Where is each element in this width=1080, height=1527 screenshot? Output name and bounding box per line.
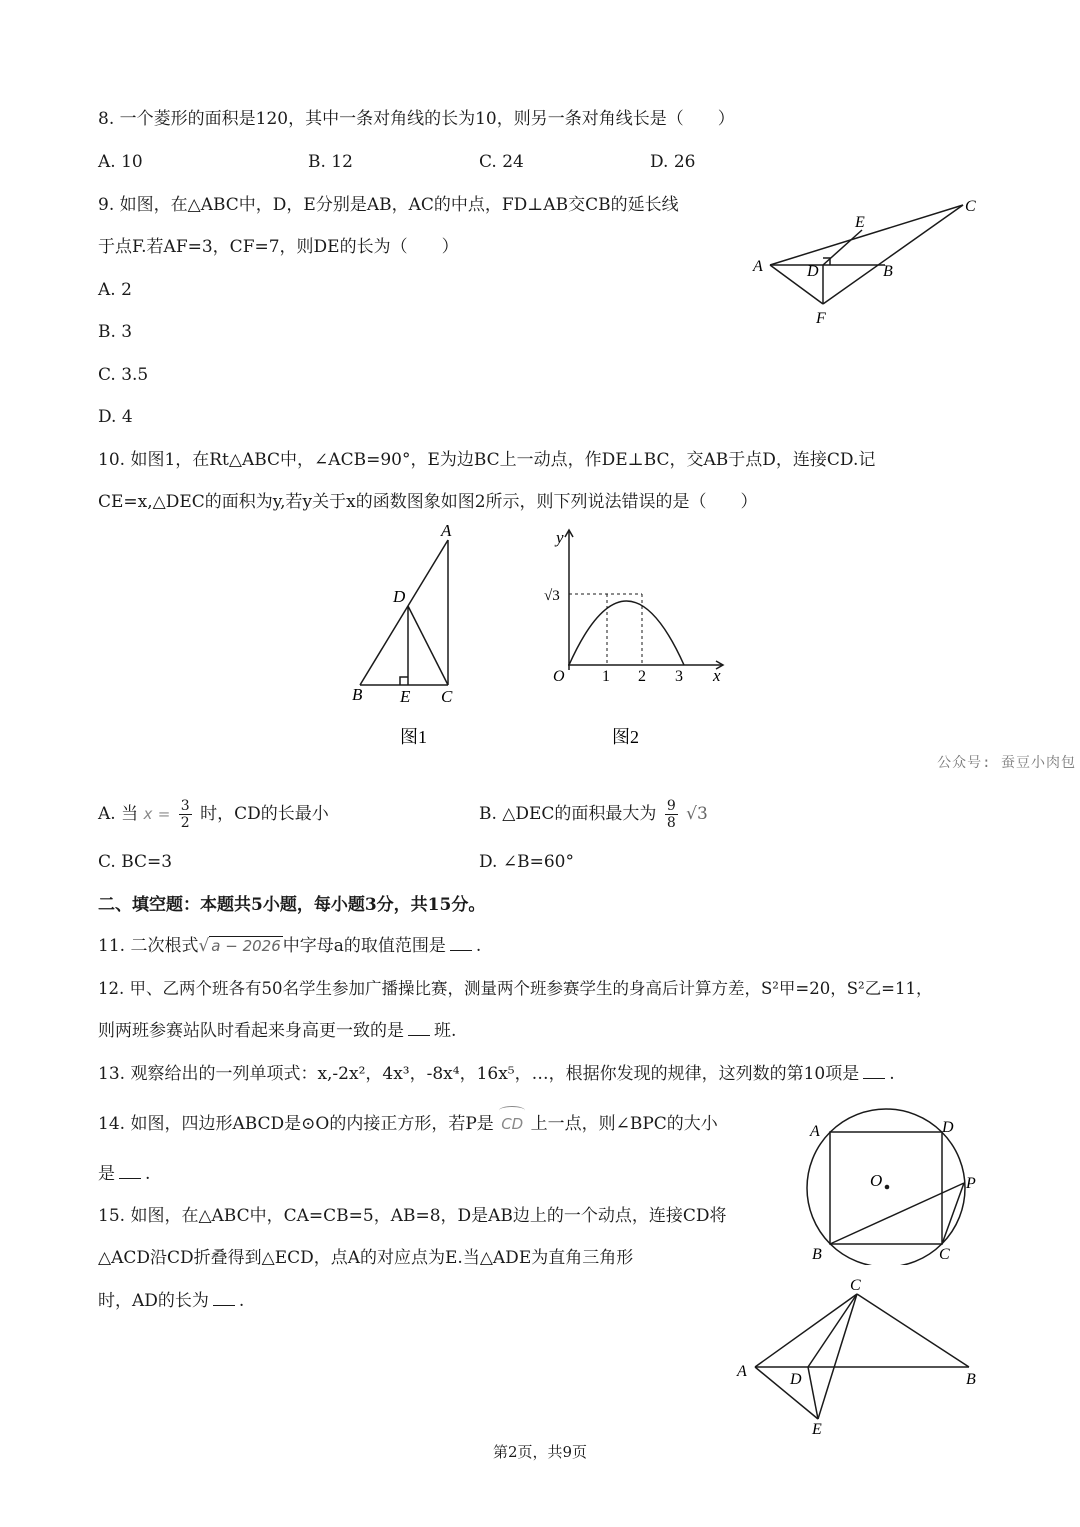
q10-option-b-root: √3 (686, 804, 708, 824)
q10-option-a-eq: = (157, 805, 171, 823)
q10-stem-line1: 10. 如图1，在Rt△ABC中，∠ACB=90°，E为边BC上一动点，作DE⊥BC，交AB于点D，连接CD.记 (98, 450, 876, 470)
q10-figure1 (345, 515, 475, 755)
q15-line3-prefix: 时，AD的长为 (98, 1291, 209, 1311)
q10-fig2-label-sqrt3: √3 (544, 588, 560, 604)
q10-option-a-den: 2 (180, 815, 190, 831)
q14-figure (800, 1105, 990, 1265)
q8-option-d: D. 26 (650, 152, 696, 172)
q10-option-a-suffix: 时，CD的长最小 (200, 804, 329, 824)
q12-answer-blank[interactable] (408, 1019, 430, 1036)
q10-fig1-label-a: A (441, 521, 452, 540)
q15-label-d: D (790, 1371, 802, 1388)
q14-line1-prefix: 14. 如图，四边形ABCD是⊙O的内接正方形，若P是 (98, 1114, 494, 1134)
q12-line2-suffix: 班. (434, 1021, 457, 1041)
q14-answer-blank[interactable] (119, 1162, 141, 1179)
q14-center-dot (885, 1185, 890, 1190)
q10-option-b (479, 798, 708, 831)
q10-option-a (98, 798, 329, 831)
q10-option-a-var: x (143, 805, 153, 823)
q10-option-b-num: 9 (666, 798, 676, 814)
q13-end: . (889, 1064, 895, 1084)
q15-label-e: E (812, 1421, 822, 1438)
q10-fig1-label-e: E (400, 687, 411, 706)
q9-figure (745, 190, 990, 330)
q10-fig2-label-y: y (556, 528, 564, 547)
q10-option-c: C. BC=3 (98, 852, 173, 872)
q10-fig1-caption: 图1 (400, 727, 427, 747)
q9-label-e: E (855, 214, 865, 231)
q14-line2 (98, 1162, 150, 1186)
q9-label-b: B (883, 263, 893, 280)
page-footer: 第2页，共9页 (492, 1443, 588, 1461)
q14-arc-label: CD (501, 1115, 524, 1133)
q10-fig2-tick-2: 2 (638, 668, 646, 685)
q8-stem: 8. 一个菱形的面积是120，其中一条对角线的长为10，则另一条对角线长是（ ） (98, 109, 735, 129)
q15-label-c: C (850, 1277, 861, 1294)
q10-fig2-tick-3: 3 (675, 668, 683, 685)
q12-line1: 12. 甲、乙两个班各有50名学生参加广播操比赛，测量两个班参赛学生的身高后计算方差，S²甲=20，S²乙=11， (98, 979, 933, 998)
q14-line1-suffix: 上一点，则∠BPC的大小 (530, 1114, 718, 1134)
q10-option-d: D. ∠B=60° (479, 852, 574, 872)
q13-answer-blank[interactable] (863, 1062, 885, 1079)
q12-line2 (98, 1019, 456, 1043)
q12-line2-prefix: 则两班参赛站队时看起来身高更一致的是 (98, 1021, 404, 1041)
q15-label-b: B (966, 1371, 976, 1388)
q9-label-c: C (965, 198, 976, 215)
q14-label-p: P (966, 1175, 976, 1192)
q15-line2: △ACD沿CD折叠得到△ECD，点A的对应点为E.当△ADE为直角三角形 (98, 1248, 634, 1268)
q15-line3 (98, 1289, 244, 1313)
q10-fig1-label-c: C (441, 687, 453, 706)
q10-figure2 (540, 520, 740, 755)
q9-label-f: F (816, 310, 826, 327)
q14-label-a: A (810, 1123, 820, 1140)
q14-label-o: O (870, 1171, 883, 1190)
q11-suffix: 中字母a的取值范围是 (282, 936, 446, 956)
q11-prefix: 11. 二次根式 (98, 936, 199, 956)
q13-prefix: 13. 观察给出的一列单项式：x,-2x²，4x³，-8x⁴，16x⁵，…，根据你发现的规律，这列数的第10项是 (98, 1064, 860, 1084)
q10-fig1-label-b: B (352, 685, 363, 704)
q8-option-a: A. 10 (98, 152, 143, 172)
q14-line1 (98, 1112, 718, 1136)
q8-option-c: C. 24 (479, 152, 524, 172)
q10-fig2-label-x: x (713, 666, 721, 685)
q15-figure (730, 1270, 990, 1440)
q10-fig2-tick-1: 1 (602, 668, 610, 685)
q14-label-c: C (939, 1246, 950, 1263)
q10-option-b-fraction (665, 798, 678, 831)
q10-option-b-den: 8 (666, 815, 676, 831)
q15-label-a: A (737, 1363, 747, 1380)
q14-arc-cd (499, 1112, 525, 1136)
q15-line1: 15. 如图，在△ABC中，CA=CB=5，AB=8，D是AB边上的一个动点，连接CD将 (98, 1206, 727, 1226)
q11-end: . (475, 936, 482, 956)
watermark: 公众号: 蚕豆小肉包 (937, 755, 1076, 771)
q9-label-a: A (753, 258, 763, 275)
q9-stem-line1: 9. 如图，在△ABC中，D，E分别是AB，AC的中点，FD⊥AB交CB的延长线 (98, 195, 679, 215)
q14-label-d: D (942, 1119, 954, 1136)
q8-option-b: B. 12 (308, 152, 353, 172)
q9-option-c: C. 3.5 (98, 365, 149, 385)
q10-option-b-prefix: B. △DEC的面积最大为 (479, 804, 657, 824)
q15-line3-end: . (238, 1291, 245, 1311)
q10-fig2-label-o: O (553, 668, 565, 685)
q9-option-a: A. 2 (98, 280, 132, 300)
q9-option-b: B. 3 (98, 322, 133, 342)
q10-option-a-fraction (179, 798, 192, 831)
section2-heading: 二、填空题：本题共5小题，每小题3分，共15分。 (98, 895, 486, 915)
q10-fig1-label-d: D (393, 587, 406, 606)
q14-line2-end: . (145, 1164, 151, 1184)
q15-answer-blank[interactable] (213, 1289, 235, 1306)
q10-fig2-caption: 图2 (612, 727, 639, 747)
q13 (98, 1062, 895, 1086)
q9-stem-line2: 于点F.若AF=3，CF=7，则DE的长为（ ） (98, 237, 459, 257)
q14-line2-prefix: 是 (98, 1164, 115, 1184)
q11: 11. 二次根式√ a − 2026 中字母a的取值范围是 . (98, 936, 482, 956)
q10-option-a-prefix: A. 当 (98, 804, 139, 824)
q9-label-d: D (807, 263, 819, 280)
q10-stem-line2: CE=x,△DEC的面积为y,若y关于x的函数图象如图2所示，则下列说法错误的是（ ） (98, 492, 758, 512)
q14-label-b: B (812, 1246, 822, 1263)
q11-radicand: a − 2026 (211, 937, 281, 955)
q11-answer-blank[interactable] (450, 934, 472, 951)
q10-option-a-num: 3 (180, 798, 190, 814)
q9-option-d: D. 4 (98, 407, 133, 427)
